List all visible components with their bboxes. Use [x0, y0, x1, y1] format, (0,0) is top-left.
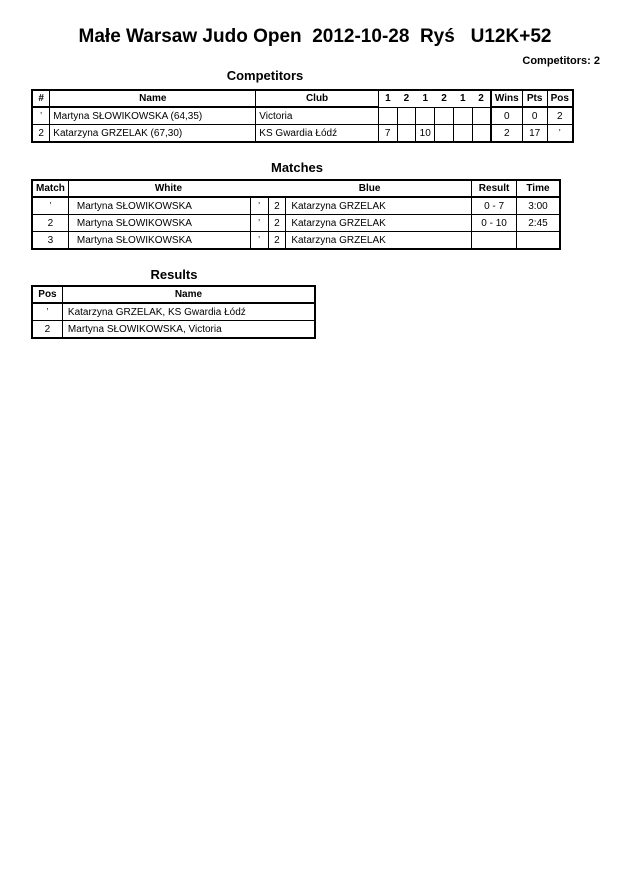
match-blue: Katarzyna GRZELAK: [286, 232, 472, 250]
table-row: [32, 303, 315, 321]
competitor-club: KS Gwardia Łódź: [256, 125, 379, 143]
col-header-result: Result: [472, 180, 517, 197]
match-number: 2: [32, 215, 68, 232]
col-header-pos: Pos: [32, 286, 62, 303]
results-table: [31, 285, 316, 339]
score-cell: [472, 107, 491, 125]
matches-section-title: Matches: [270, 160, 324, 175]
match-number: 3: [32, 232, 68, 250]
competitors-table: [31, 89, 574, 143]
score-cell: [397, 107, 416, 125]
competitor-pos: ʼ: [547, 125, 573, 143]
table-row: [32, 125, 573, 143]
table-row: [32, 197, 560, 215]
col-header-white: White: [68, 180, 268, 197]
page-title: Małe Warsaw Judo Open 2012-10-28 Ryś U12K+52: [78, 26, 552, 47]
match-result: [472, 232, 517, 250]
table-row: [32, 107, 573, 125]
score-cell: [472, 125, 491, 143]
match-number: ʼ: [32, 197, 68, 215]
match-blue: Katarzyna GRZELAK: [286, 197, 472, 215]
result-name: Martyna SŁOWIKOWSKA, Victoria: [62, 321, 315, 339]
col-header-r3: 1: [422, 93, 428, 105]
col-header-blue: Blue: [268, 180, 472, 197]
competitors-count: Competitors: 2: [522, 55, 600, 67]
col-header-match: Match: [32, 180, 68, 197]
col-header-name: Name: [50, 90, 256, 107]
score-cell: [397, 125, 416, 143]
result-pos: ʼ: [32, 303, 62, 321]
table-row: [32, 232, 560, 250]
match-white: Martyna SŁOWIKOWSKA: [68, 215, 250, 232]
match-white: Martyna SŁOWIKOWSKA: [68, 197, 250, 215]
competitor-num: 2: [32, 125, 50, 143]
results-section-title: Results: [150, 267, 198, 282]
table-row: [32, 321, 315, 339]
match-white-num: ʼ: [250, 197, 268, 215]
match-white: Martyna SŁOWIKOWSKA: [68, 232, 250, 250]
score-cell: 10: [416, 125, 435, 143]
match-time: [516, 232, 560, 250]
col-header-pts: Pts: [522, 90, 547, 107]
col-header-wins: Wins: [491, 90, 522, 107]
competitor-pts: 0: [522, 107, 547, 125]
match-white-num: ʼ: [250, 232, 268, 250]
competitor-pts: 17: [522, 125, 547, 143]
competitors-section-title: Competitors: [226, 68, 304, 83]
col-header-r2: 2: [403, 93, 410, 105]
result-name: Katarzyna GRZELAK, KS Gwardia Łódź: [62, 303, 315, 321]
score-cell: [453, 125, 472, 143]
match-time: 3:00: [516, 197, 560, 215]
col-header-pos: Pos: [547, 90, 573, 107]
match-result: 0 - 10: [472, 215, 517, 232]
match-blue-num: 2: [268, 197, 286, 215]
competitor-pos: 2: [547, 107, 573, 125]
col-header-r1: 1: [385, 93, 391, 105]
col-header-r6: 2: [478, 93, 484, 105]
score-cell: [453, 107, 472, 125]
score-cell: [435, 107, 454, 125]
score-cell: [416, 107, 435, 125]
table-row: [32, 215, 560, 232]
score-cell: [435, 125, 454, 143]
result-pos: 2: [32, 321, 62, 339]
col-header-time: Time: [516, 180, 560, 197]
match-blue: Katarzyna GRZELAK: [286, 215, 472, 232]
match-result: 0 - 7: [472, 197, 517, 215]
col-header-r4: 2: [441, 93, 447, 105]
col-header-club: Club: [256, 90, 379, 107]
col-header-name: Name: [62, 286, 315, 303]
col-header-r5: 1: [459, 93, 466, 105]
match-blue-num: 2: [268, 232, 286, 250]
competitor-wins: 2: [491, 125, 522, 143]
score-cell: 7: [378, 125, 397, 143]
score-cell: [378, 107, 397, 125]
competitor-club: Victoria: [256, 107, 379, 125]
match-white-num: ʼ: [250, 215, 268, 232]
match-time: 2:45: [516, 215, 560, 232]
match-blue-num: 2: [268, 215, 286, 232]
competitor-wins: 0: [491, 107, 522, 125]
col-header-num: #: [32, 90, 50, 107]
competitor-num: ʼ: [32, 107, 50, 125]
matches-table: [31, 179, 561, 250]
competitor-name: Martyna SŁOWIKOWSKA (64,35): [50, 107, 256, 125]
competitor-name: Katarzyna GRZELAK (67,30): [50, 125, 256, 143]
